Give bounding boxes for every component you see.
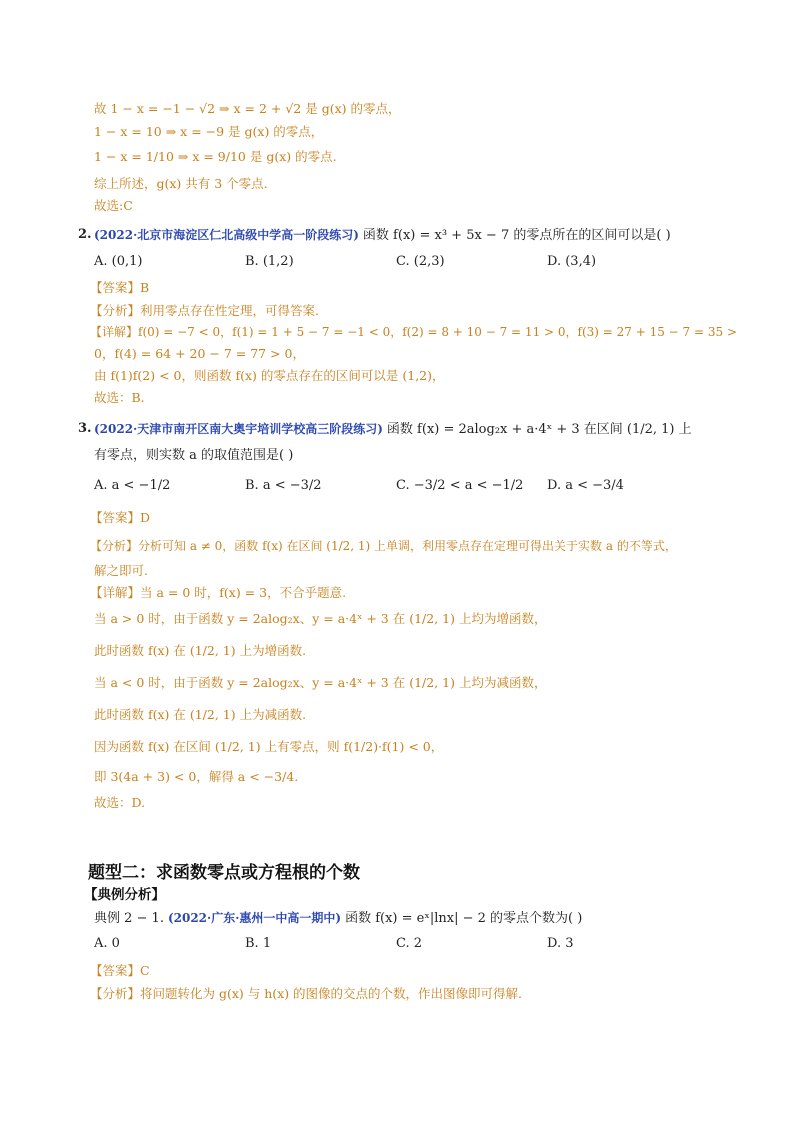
option-a: A. (0,1)	[94, 254, 143, 269]
analysis-line: 【分析】分析可知 a ≠ 0，函数 f(x) 在区间 (1/2, 1) 上单调，利用零点存在定理可得出关于实数 a 的不等式，	[90, 539, 677, 553]
option-c: C. (2,3)	[396, 254, 445, 269]
option-a: A. a < −1/2	[94, 478, 171, 493]
section-title: 题型二：求函数零点或方程根的个数	[88, 863, 360, 883]
option-b: B. a < −3/2	[245, 478, 322, 493]
detail-line: 当 a < 0 时，由于函数 y = 2alog₂x、y = a·4ˣ + 3 在 (1/2, 1) 上均为减函数，	[94, 675, 547, 690]
question-text: 有零点，则实数 a 的取值范围是( )	[94, 448, 294, 463]
question-source: (2022·广东·惠州一中高一期中)	[167, 911, 342, 925]
solution-line: 综上所述，g(x) 共有 3 个零点.	[94, 176, 268, 191]
option-b: B. (1,2)	[245, 254, 294, 269]
solution-line: 故选:C	[94, 198, 133, 213]
option-d: D. a < −3/4	[547, 478, 624, 493]
question-source: (2022·北京市海淀区仁北高级中学高一阶段练习)	[94, 228, 359, 242]
question-3-stem	[94, 420, 692, 439]
question-number: 3.	[78, 421, 92, 436]
detail-line: 【详解】f(0) = −7 < 0，f(1) = 1 + 5 − 7 = −1 < 0，f(2) = 8 + 10 − 7 = 11 > 0，f(3) = 27 + 15 − 7 = 35 >	[90, 325, 738, 339]
detail-line: 故选：D.	[94, 795, 146, 810]
solution-line: 故 1 − x = −1 − √2 ⇒ x = 2 + √2 是 g(x) 的零点，	[94, 101, 401, 116]
option-d: D. (3,4)	[547, 254, 597, 269]
option-c: C. −3/2 < a < −1/2	[396, 478, 524, 493]
option-a: A. 0	[94, 936, 120, 951]
detail-line: 由 f(1)f(2) < 0，则函数 f(x) 的零点存在的区间可以是 (1,2)，	[94, 368, 445, 383]
question-text: 函数 f(x) = x³ + 5x − 7 的零点所在的区间可以是( )	[362, 228, 671, 243]
example-stem	[94, 909, 582, 928]
detail-line: 当 a > 0 时，由于函数 y = 2alog₂x、y = a·4ˣ + 3 在 (1/2, 1) 上均为增函数，	[94, 611, 547, 626]
solution-line: 1 − x = 10 ⇒ x = −9 是 g(x) 的零点，	[94, 124, 324, 139]
section-subtitle: 【典例分析】	[84, 887, 165, 903]
detail-line: 故选：B.	[94, 390, 145, 405]
question-text: 函数 f(x) = 2alog₂x + a·4ˣ + 3 在区间 (1/2, 1) 上	[386, 422, 692, 437]
question-2-stem	[94, 226, 671, 245]
detail-line: 即 3(4a + 3) < 0，解得 a < −3/4.	[94, 769, 299, 784]
option-b: B. 1	[245, 936, 272, 951]
detail-line: 因为函数 f(x) 在区间 (1/2, 1) 上有零点，则 f(1/2)·f(1) < 0，	[94, 739, 444, 754]
question-source: (2022·天津市南开区南大奥宇培训学校高三阶段练习)	[94, 422, 383, 436]
detail-line: 此时函数 f(x) 在 (1/2, 1) 上为增函数.	[94, 643, 307, 658]
answer-line: 【答案】B	[90, 280, 150, 295]
answer-line: 【答案】D	[90, 510, 151, 525]
detail-line: 0，f(4) = 64 + 20 − 7 = 77 > 0，	[94, 346, 306, 361]
detail-line: 此时函数 f(x) 在 (1/2, 1) 上为减函数.	[94, 707, 307, 722]
analysis-line: 【分析】将问题转化为 g(x) 与 h(x) 的图像的交点的个数，作出图像即可得解.	[90, 986, 523, 1001]
detail-line: 【详解】当 a = 0 时，f(x) = 3，不合乎题意.	[90, 585, 347, 600]
example-label: 典例 2 − 1.	[94, 911, 164, 926]
analysis-line: 【分析】利用零点存在性定理，可得答案.	[90, 303, 319, 318]
option-d: D. 3	[547, 936, 574, 951]
solution-line: 1 − x = 1/10 ⇒ x = 9/10 是 g(x) 的零点.	[94, 149, 337, 164]
question-number: 2.	[78, 227, 92, 242]
question-text: 函数 f(x) = eˣ|lnx| − 2 的零点个数为( )	[345, 911, 583, 926]
analysis-line: 解之即可.	[94, 563, 148, 578]
answer-line: 【答案】C	[90, 963, 150, 978]
option-c: C. 2	[396, 936, 423, 951]
